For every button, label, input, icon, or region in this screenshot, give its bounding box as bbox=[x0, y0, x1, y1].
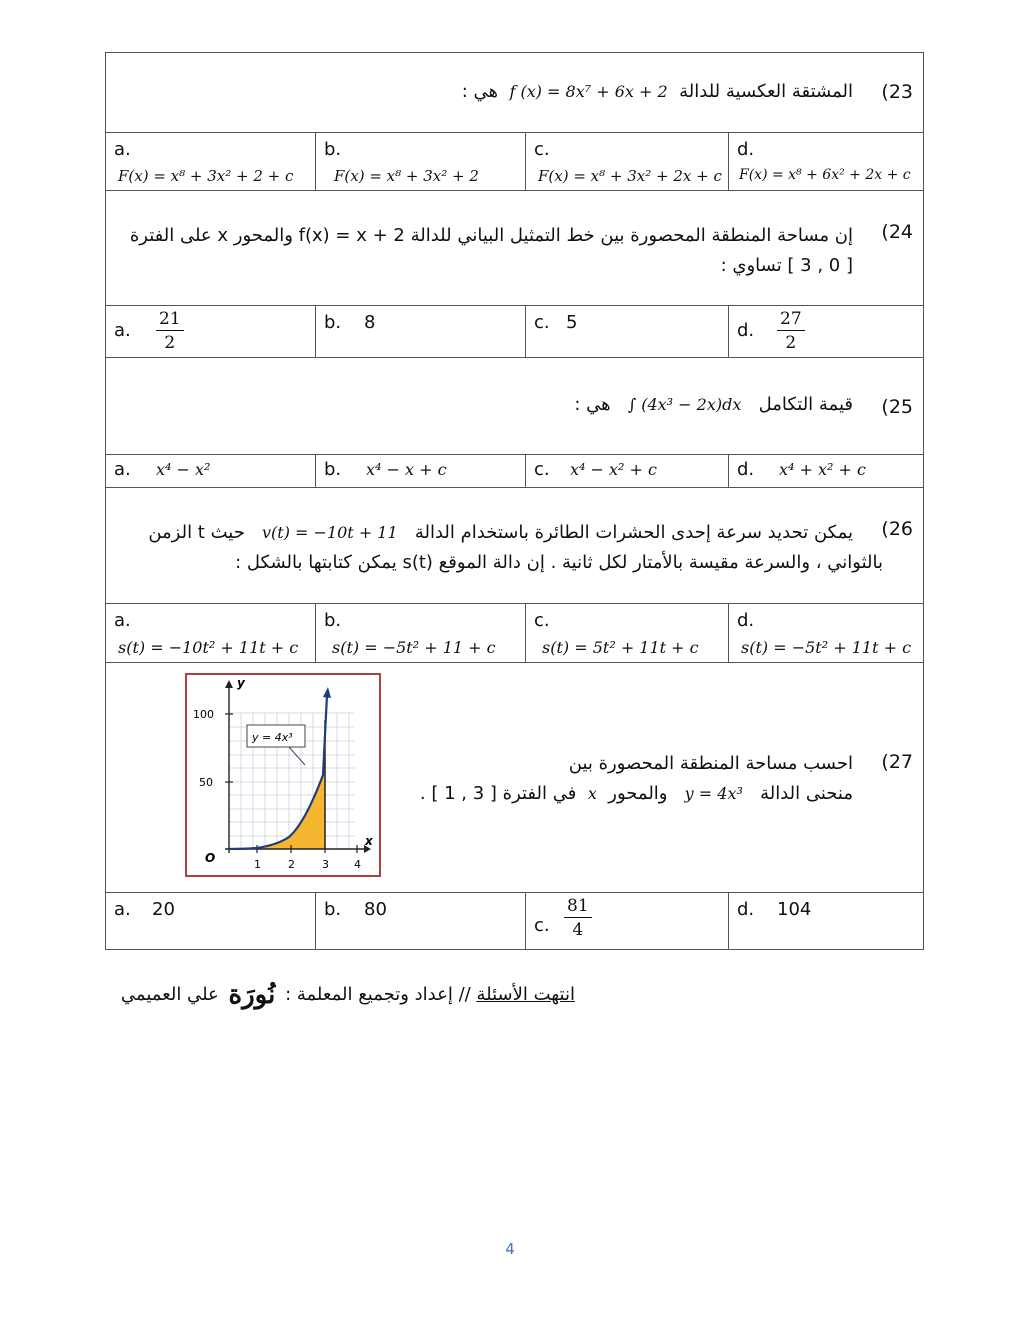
x-tick-3: 3 bbox=[322, 858, 329, 871]
y-axis-label: y bbox=[237, 676, 245, 690]
question-number: (26 bbox=[881, 518, 913, 540]
footer-credit: انتهت الأسئلة // إعداد وتجميع المعلمة : نُورَة علي العميمي bbox=[120, 980, 575, 1010]
option-c[interactable]: c. 5 bbox=[526, 306, 729, 358]
question-number: (25 bbox=[881, 396, 913, 418]
area-graph bbox=[185, 673, 383, 879]
option-c[interactable]: c. s(t) = 5t² + 11t + c bbox=[526, 604, 729, 663]
integral-expression: ∫ (4x³ − 2x)dx bbox=[627, 395, 742, 414]
question-text: يمكن تحديد سرعة إحدى الحشرات الطائرة باستخدام الدالة v(t) = −10t + 11 حيث t الزمن بالثواني ، والسرعة مقيسة بالأمتار لكل ثانية . إن دالة الموقع s(t) يمكن كتابتها بالشكل : bbox=[148, 522, 883, 573]
question-number: (24 bbox=[881, 221, 913, 243]
origin-label: O bbox=[205, 851, 216, 865]
velocity-function: v(t) = −10t + 11 bbox=[262, 523, 398, 542]
question-24 bbox=[106, 191, 924, 306]
option-a[interactable]: a. F(x) = x⁸ + 3x² + 2 + c bbox=[106, 133, 316, 191]
option-b[interactable]: b. 8 bbox=[316, 306, 526, 358]
question-number: (27 bbox=[881, 751, 913, 773]
question-text: إن مساحة المنطقة المحصورة بين خط التمثيل البياني للدالة f(x) = x + 2 والمحور x على الفترة [ 0 , 3 ] تساوي : bbox=[129, 225, 853, 276]
option-c[interactable]: c. F(x) = x⁸ + 3x² + 2x + c bbox=[526, 133, 729, 191]
question-text: قيمة التكامل ∫ (4x³ − 2x)dx هي : bbox=[574, 394, 853, 415]
curve-label: y = 4x³ bbox=[252, 731, 293, 744]
y-tick-50: 50 bbox=[199, 776, 213, 789]
question-text: المشتقة العكسية للدالة f (x) = 8x⁷ + 6x + 2 هي : bbox=[461, 81, 853, 102]
option-b[interactable]: b. 80 bbox=[316, 893, 526, 950]
fraction: $\frac{81}{4}$ bbox=[564, 895, 592, 942]
question-26 bbox=[106, 488, 924, 604]
option-d[interactable]: d. x⁴ + x² + c bbox=[729, 455, 924, 488]
function-expression: y = 4x³ bbox=[684, 784, 743, 803]
fraction: $\frac{21}{2}$ bbox=[156, 308, 184, 355]
x-tick-4: 4 bbox=[354, 858, 361, 871]
option-d[interactable]: d. s(t) = −5t² + 11t + c bbox=[729, 604, 924, 663]
page-number: 4 bbox=[505, 1240, 515, 1258]
option-d[interactable]: d. 104 bbox=[729, 893, 924, 950]
question-25 bbox=[106, 358, 924, 455]
option-d[interactable]: d. F(x) = x⁸ + 6x² + 2x + c bbox=[729, 133, 924, 191]
end-of-questions: انتهت الأسئلة bbox=[476, 984, 575, 1005]
question-text: احسب مساحة المنطقة المحصورة بين منحنى الدالة y = 4x³ والمحور x في الفترة [ 3 , 1 ] . bbox=[419, 753, 853, 804]
fraction: $\frac{27}{2}$ bbox=[777, 308, 805, 355]
y-tick-100: 100 bbox=[193, 708, 214, 721]
option-c[interactable]: c. x⁴ − x² + c bbox=[526, 455, 729, 488]
option-a[interactable]: a. $\frac{21}{2}$ bbox=[106, 306, 316, 358]
function-expression: f (x) = 8x⁷ + 6x + 2 bbox=[509, 82, 668, 101]
questions-table bbox=[105, 52, 924, 950]
signature-name: نُورَة bbox=[228, 980, 276, 1010]
option-a[interactable]: a. x⁴ − x² bbox=[106, 455, 316, 488]
option-c[interactable]: c. $\frac{81}{4}$ bbox=[526, 893, 729, 950]
x-tick-2: 2 bbox=[288, 858, 295, 871]
option-a[interactable]: a. 20 bbox=[106, 893, 316, 950]
x-tick-1: 1 bbox=[254, 858, 261, 871]
option-b[interactable]: b. x⁴ − x + c bbox=[316, 455, 526, 488]
x-axis-label: x bbox=[365, 834, 373, 848]
option-b[interactable]: b. F(x) = x⁸ + 3x² + 2 bbox=[316, 133, 526, 191]
option-d[interactable]: d. $\frac{27}{2}$ bbox=[729, 306, 924, 358]
question-27 bbox=[106, 663, 924, 893]
question-number: (23 bbox=[881, 81, 913, 103]
question-23 bbox=[106, 53, 924, 133]
option-a[interactable]: a. s(t) = −10t² + 11t + c bbox=[106, 604, 316, 663]
option-b[interactable]: b. s(t) = −5t² + 11 + c bbox=[316, 604, 526, 663]
